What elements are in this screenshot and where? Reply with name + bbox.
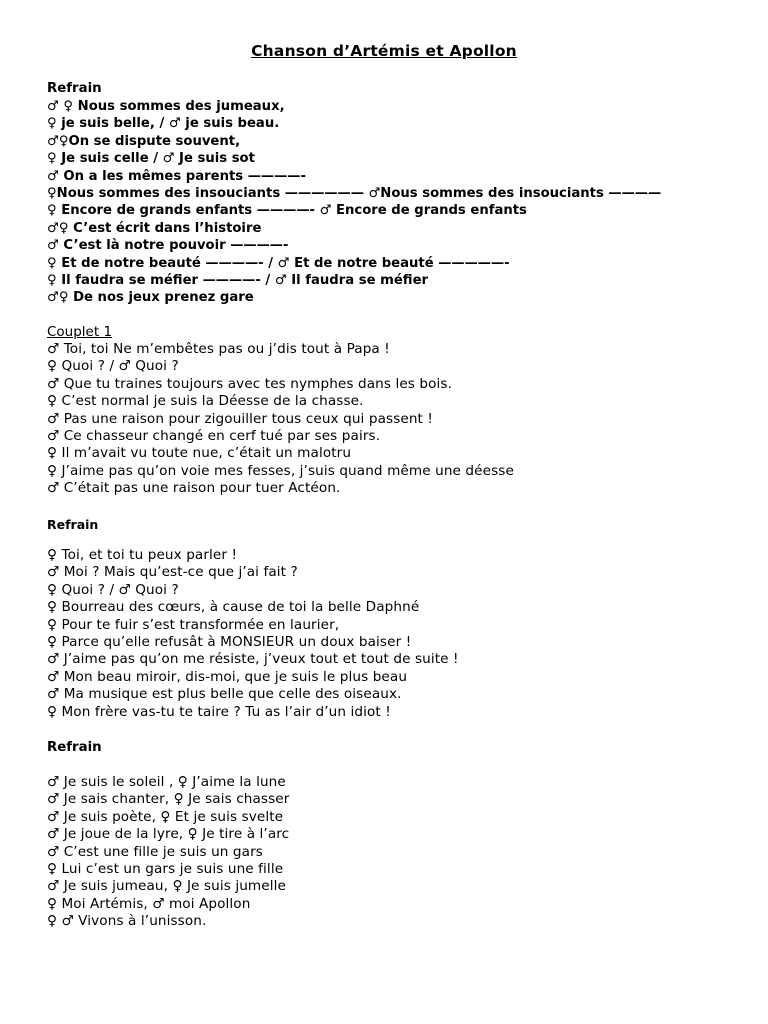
couplet-line: ♂ Ma musique est plus belle que celle des oiseaux. — [47, 686, 402, 703]
refrain-heading: Refrain — [47, 740, 102, 755]
refrain-line: ♂ On a les mêmes parents ————- — [47, 168, 306, 184]
couplet-line: ♂ C’est une fille je suis un gars — [47, 843, 263, 860]
couplet-2 — [47, 547, 747, 721]
refrain-line: ♀Nous sommes des insouciants —————— ♂Nous sommes des insouciants ———— — [47, 185, 662, 201]
refrain-line: ♂♀ De nos jeux prenez gare — [47, 290, 254, 306]
refrain-line: ♂♀On se dispute souvent, — [47, 133, 241, 149]
couplet-line: ♀ Moi Artémis, ♂ moi Apollon — [47, 895, 251, 912]
couplet-line: ♂ Je suis jumeau, ♀ Je suis jumelle — [47, 878, 286, 895]
couplet-line: ♀ Quoi ? / ♂ Quoi ? — [47, 581, 179, 598]
couplet-line: ♂ Je sais chanter, ♀ Je sais chasser — [47, 791, 290, 808]
couplet-heading: Couplet 1 — [47, 324, 113, 340]
couplet-line: ♀ Pour te fuir s’est transformée en laurier, — [47, 616, 340, 633]
refrain-heading: Refrain — [47, 517, 99, 532]
refrain-line: ♀ Encore de grands enfants ————- ♂ Encore de grands enfants — [47, 203, 527, 219]
couplet-line: ♂ J’aime pas qu’on me résiste, j’veux tout et tout de suite ! — [47, 651, 459, 668]
couplet-line: ♀ Mon frère vas-tu te taire ? Tu as l’air d’un idiot ! — [47, 703, 391, 720]
couplet-line: ♀ Il m’avait vu toute nue, c’était un malotru — [47, 445, 352, 462]
couplet-line: ♂ Que tu traines toujours avec tes nymphes dans les bois. — [47, 375, 453, 392]
couplet-line: ♂ Pas une raison pour zigouiller tous ceux qui passent ! — [47, 410, 433, 427]
couplet-line: ♂ Mon beau miroir, dis-moi, que je suis le plus beau — [47, 668, 408, 685]
refrain-3 — [47, 739, 747, 757]
couplet-line: ♂ Je joue de la lyre, ♀ Je tire à l’arc — [47, 826, 290, 843]
couplet-line: ♂ Je suis poète, ♀ Et je suis svelte — [47, 808, 284, 825]
couplet-line: ♀ ♂ Vivons à l’unisson. — [47, 913, 207, 930]
couplet-line: ♀ Toi, et toi tu peux parler ! — [47, 547, 238, 563]
refrain-line: ♀ je suis belle, / ♂ je suis beau. — [47, 116, 280, 132]
couplet-line: ♂ Ce chasseur changé en cerf tué par ses pairs. — [47, 427, 381, 444]
refrain-line: ♂♀ C’est écrit dans l’histoire — [47, 220, 262, 236]
couplet-line: ♂ Toi, toi Ne m’embêtes pas ou j’dis tout à Papa ! — [47, 341, 390, 357]
couplet-line: ♂ C’était pas une raison pour tuer Actéon. — [47, 480, 341, 497]
refrain-line: ♀ Je suis celle / ♂ Je suis sot — [47, 151, 255, 167]
couplet-line: ♀ Bourreau des cœurs, à cause de toi la belle Daphné — [47, 599, 420, 616]
couplet-line: ♂ Moi ? Mais qu’est-ce que j’ai fait ? — [47, 564, 298, 581]
song-title: Chanson d’Artémis et Apollon — [251, 42, 517, 60]
refrain-line: ♀ Et de notre beauté ————- / ♂ Et de notre beauté —————- — [47, 255, 510, 271]
couplet-3 — [47, 774, 747, 931]
couplet-line: ♀ C’est normal je suis la Déesse de la chasse. — [47, 393, 364, 410]
couplet-1 — [47, 323, 747, 498]
refrain-line: ♀ Il faudra se méfier ————- / ♂ Il faudra se méfier — [47, 272, 429, 288]
couplet-line: ♀ Parce qu’elle refusât à MONSIEUR un doux baiser ! — [47, 633, 412, 650]
refrain-heading: Refrain — [47, 81, 102, 96]
refrain-block — [47, 80, 747, 307]
refrain-line: ♂ ♀ Nous sommes des jumeaux, — [47, 99, 285, 114]
refrain-2 — [47, 516, 747, 534]
couplet-line: ♀ J’aime pas qu’on voie mes fesses, j’suis quand même une déesse — [47, 462, 514, 479]
refrain-line: ♂ C’est là notre pouvoir ————- — [47, 238, 289, 254]
couplet-line: ♀ Quoi ? / ♂ Quoi ? — [47, 358, 179, 375]
couplet-line: ♀ Lui c’est un gars je suis une fille — [47, 860, 284, 877]
couplet-line: ♂ Je suis le soleil , ♀ J’aime la lune — [47, 774, 286, 790]
